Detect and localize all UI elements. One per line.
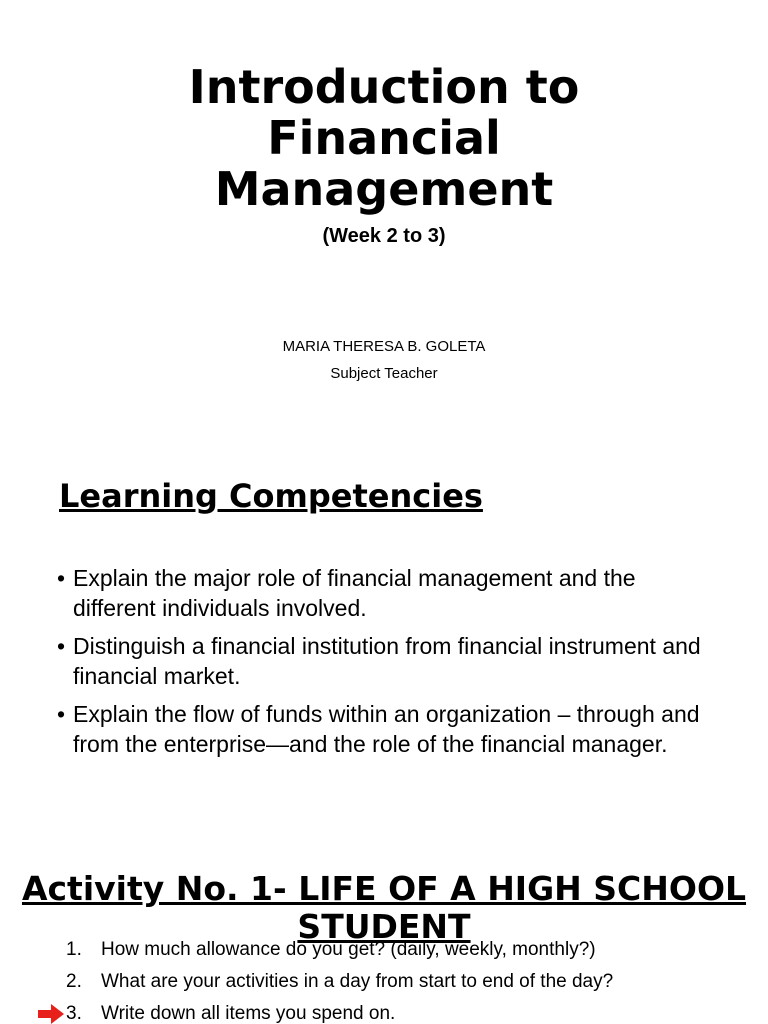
item-number: 3. — [66, 1003, 82, 1024]
list-item — [66, 966, 746, 998]
competencies-list — [57, 563, 707, 767]
slide2-title: Learning Competencies — [59, 477, 483, 515]
bullet-text: Distinguish a financial institution from financial instrument and financial market. — [73, 633, 701, 689]
item-text: Write down all items you spend on. — [101, 1003, 396, 1024]
bullet-text: Explain the flow of funds within an organization – through and from the enterprise—and the role of the financial manager. — [73, 701, 700, 757]
bullet-icon: • — [57, 633, 66, 659]
list-item — [57, 563, 707, 623]
list-item — [57, 631, 707, 691]
activity-list — [66, 934, 746, 1024]
red-arrow-icon — [38, 1004, 64, 1024]
slide3-title: Activity No. 1- LIFE OF A HIGH SCHOOL STUDENT — [21, 869, 747, 946]
item-text: What are your activities in a day from start to end of the day? — [101, 971, 614, 992]
item-number: 1. — [66, 939, 82, 960]
list-item — [57, 699, 707, 759]
bullet-text: Explain the major role of financial management and the different individuals involved. — [73, 565, 636, 621]
item-text: How much allowance do you get? (daily, weekly, monthly?) — [101, 939, 596, 960]
item-number: 2. — [66, 971, 82, 992]
bullet-icon: • — [57, 565, 66, 591]
title-line-1: Introduction to — [188, 60, 580, 114]
list-item — [66, 998, 746, 1024]
presenter-name: MARIA THERESA B. GOLETA — [282, 338, 486, 355]
slide1-subtitle: (Week 2 to 3) — [322, 225, 446, 247]
slide1-title — [0, 62, 768, 215]
presenter-role: Subject Teacher — [330, 365, 438, 382]
title-line-2: Financial — [267, 111, 501, 165]
title-line-3: Management — [214, 162, 554, 216]
bullet-icon: • — [57, 701, 66, 727]
